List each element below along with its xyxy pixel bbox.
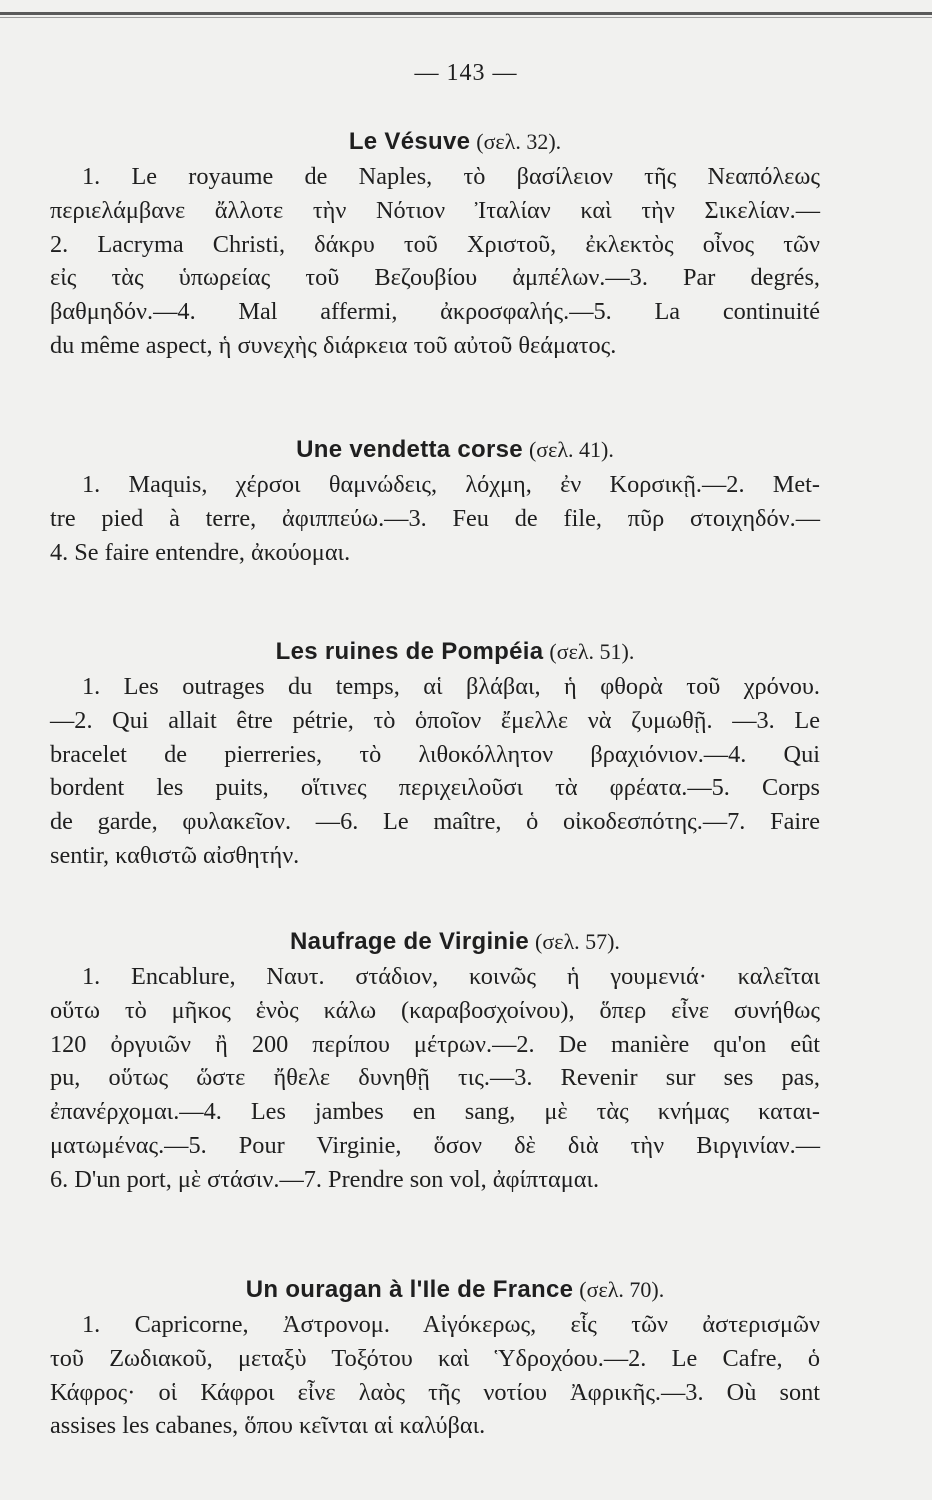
text-line: ἐπανέρχομαι.—4. Les jambes en sang, μὲ τὰς κνήμας καται-	[50, 1098, 820, 1126]
section-naufrage-de-virginie	[50, 924, 820, 1197]
text-line: περιελάμβανε ἄλλοτε τὴν Νότιον Ἰταλίαν καὶ τὴν Σικελίαν.—	[50, 196, 820, 224]
section-une-vendetta-corse	[50, 432, 820, 569]
text-line: 1. Maquis, χέρσοι θαμνώδεις, λόχμη, ἐν Κορσικῇ.—2. Met-	[82, 471, 820, 498]
text-line: 120 ὀργυιῶν ἢ 200 περίπου μέτρων.—2. De manière qu'on eût	[50, 1030, 820, 1058]
section-title: Une vendetta corse	[296, 436, 523, 463]
text-line: 1. Capricorne, Ἀστρονομ. Αἰγόκερως, εἷς τῶν ἀστερισμῶν	[82, 1311, 820, 1338]
section-page-ref: (σελ. 41).	[528, 437, 614, 462]
text-line: tre pied à terre, ἀφιππεύω.—3. Feu de file, πῦρ στοιχηδόν.—	[50, 504, 820, 532]
text-line: εἰς τὰς ὑπωρείας τοῦ Βεζουβίου ἀμπέλων.—3. Par degrés,	[50, 264, 820, 292]
text-line: τοῦ Ζωδιακοῦ, μεταξὺ Τοξότου καὶ Ὑδροχόου.—2. Le Cafre, ὁ	[50, 1344, 820, 1372]
text-line: 1. Encablure, Ναυτ. στάδιον, κοινῶς ἡ γουμενιά· καλεῖται	[82, 963, 820, 990]
text-line: du même aspect, ἡ συνεχὴς διάρκεια τοῦ αὐτοῦ θεάματος.	[50, 331, 617, 359]
section-page-ref: (σελ. 57).	[535, 929, 620, 954]
text-line: 6. D'un port, μὲ στάσιν.—7. Prendre son vol, ἀφίπταμαι.	[50, 1165, 600, 1193]
section-title: Les ruines de Pompéia	[275, 638, 544, 665]
text-line: de garde, φυλακεῖον. —6. Le maître, ὁ οἰκοδεσπότης.—7. Faire	[50, 808, 820, 836]
section-le-vesuve	[50, 124, 820, 363]
section-heading	[90, 124, 820, 160]
section-body	[50, 160, 820, 363]
text-line: bracelet de pierreries, τὸ λιθοκόλλητον βραχιόνιον.—4. Qui	[50, 740, 820, 768]
text-line: οὕτω τὸ μῆκος ἑνὸς κάλω (καραβοσχοίνου), ὅπερ εἶνε συνήθως	[50, 996, 820, 1024]
text-line: 1. Le royaume de Naples, τὸ βασίλειον τῆς Νεαπόλεως	[82, 163, 820, 190]
section-un-ouragan	[50, 1272, 820, 1443]
text-line: Κάφρος· οἱ Κάφροι εἶνε λαὸς τῆς νοτίου Ἀφρικῆς.—3. Où sont	[50, 1378, 820, 1406]
section-heading	[90, 634, 820, 670]
text-line: —2. Qui allait être pétrie, τὸ ὁποῖον ἔμελλε νὰ ζυμωθῇ. —3. Le	[50, 706, 820, 734]
text-line: sentir, καθιστῶ αἰσθητήν.	[50, 841, 300, 869]
section-title: Un ouragan à l'Ile de France	[245, 1276, 574, 1303]
text-line: assises les cabanes, ὅπου κεῖνται αἱ καλύβαι.	[50, 1412, 486, 1440]
text-line: bordent les puits, οἵτινες περιχειλοῦσι τὰ φρέατα.—5. Corps	[50, 774, 820, 802]
section-page-ref: (σελ. 32).	[476, 129, 562, 154]
section-heading	[90, 1272, 820, 1308]
section-body	[50, 1308, 820, 1443]
text-line: ματωμένας.—5. Pour Virginie, ὅσον δὲ διὰ τὴν Βιργινίαν.—	[50, 1131, 820, 1159]
text-line: 1. Les outrages du temps, αἱ βλάβαι, ἡ φθορὰ τοῦ χρόνου.	[82, 673, 820, 700]
text-line: 2. Lacryma Christi, δάκρυ τοῦ Χριστοῦ, ἐκλεκτὸς οἶνος τῶν	[50, 230, 820, 258]
section-heading	[90, 432, 820, 468]
section-title: Naufrage de Virginie	[290, 928, 530, 955]
section-heading	[90, 924, 820, 960]
section-title: Le Vésuve	[348, 128, 471, 155]
section-page-ref: (σελ. 51).	[549, 639, 635, 664]
section-body	[50, 670, 820, 873]
top-rule	[0, 12, 932, 15]
section-body	[50, 960, 820, 1197]
text-line: pu, οὕτως ὥστε ἤθελε δυνηθῇ τις.—3. Revenir sur ses pas,	[50, 1064, 820, 1092]
text-line: βαθμηδόν.—4. Mal affermi, ἀκροσφαλής.—5. La continuité	[50, 298, 820, 326]
section-body	[50, 468, 820, 569]
page-number: — 143 —	[414, 60, 518, 86]
section-les-ruines-de-pompeia	[50, 634, 820, 873]
top-rule-thin	[0, 17, 932, 18]
section-page-ref: (σελ. 70).	[579, 1277, 665, 1302]
text-line: 4. Se faire entendre, ἀκούομαι.	[50, 538, 351, 566]
